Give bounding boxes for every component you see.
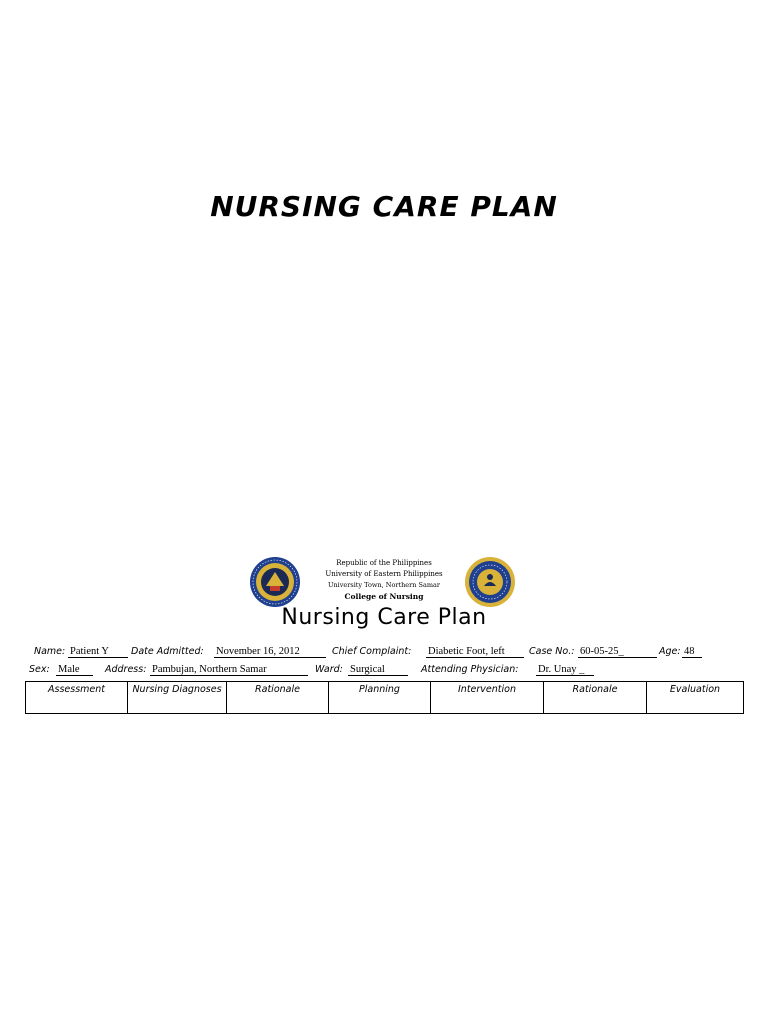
column-header-nursing-diagnoses: Nursing Diagnoses xyxy=(128,682,227,713)
sex-value: Male xyxy=(56,664,93,676)
patient-info-row-1 xyxy=(0,646,768,660)
case-no-value: 60-05-25_ xyxy=(578,646,657,658)
attending-physician-value: Dr. Unay _ xyxy=(536,664,594,676)
college-nursing-seal-logo xyxy=(464,556,516,608)
sex-label: Sex: xyxy=(29,664,50,675)
college-line: College of Nursing xyxy=(344,592,424,601)
attending-physician-label: Attending Physician: xyxy=(421,664,519,675)
column-header-rationale-2: Rationale xyxy=(544,682,647,713)
cover-title: NURSING CARE PLAN xyxy=(210,190,558,223)
case-no-label: Case No.: xyxy=(529,646,575,657)
ward-label: Ward: xyxy=(315,664,343,675)
date-admitted-label: Date Admitted: xyxy=(131,646,204,657)
column-header-rationale: Rationale xyxy=(227,682,329,713)
university-line: University of Eastern Philippines xyxy=(325,570,443,578)
address-value: Pambujan, Northern Samar xyxy=(150,664,308,676)
university-town-line: University Town, Northern Samar xyxy=(328,581,440,589)
address-label: Address: xyxy=(105,664,147,675)
patient-info-row-2 xyxy=(0,664,768,678)
chief-complaint-label: Chief Complaint: xyxy=(332,646,412,657)
university-seal-logo xyxy=(249,556,301,608)
column-header-assessment: Assessment xyxy=(26,682,128,713)
age-value: 48 xyxy=(682,646,702,658)
column-header-planning: Planning xyxy=(329,682,431,713)
column-header-evaluation: Evaluation xyxy=(669,684,721,695)
republic-line: Republic of the Philippines xyxy=(336,559,432,567)
form-title: Nursing Care Plan xyxy=(281,605,487,630)
name-label: Name: xyxy=(34,646,66,657)
ward-value: Surgical xyxy=(348,664,408,676)
column-header-intervention: Intervention xyxy=(431,682,544,713)
age-label: Age: xyxy=(659,646,681,657)
care-plan-table xyxy=(25,681,744,714)
date-admitted-value: November 16, 2012 xyxy=(214,646,326,658)
chief-complaint-value: Diabetic Foot, left xyxy=(426,646,524,658)
name-value: Patient Y xyxy=(68,646,128,658)
